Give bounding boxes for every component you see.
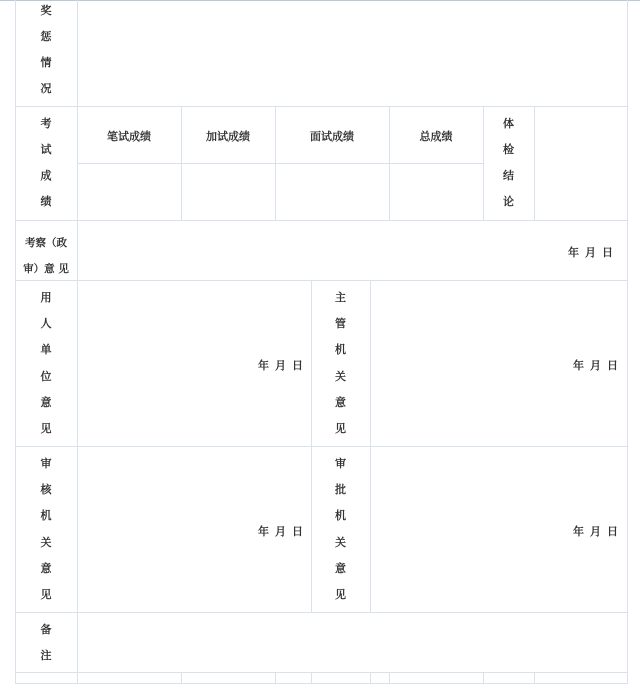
row-divider: [15, 280, 628, 281]
label-char: 见: [40, 587, 52, 601]
opinion-col-divider: [370, 280, 371, 612]
review-opinion-label: [15, 457, 77, 602]
label-char: 意: [335, 395, 346, 409]
supervisor-opinion-label: [311, 291, 370, 436]
row-divider: [15, 446, 628, 447]
label-char: 关: [335, 369, 346, 383]
interview-score-header: 面试成绩: [310, 130, 354, 143]
label-char: 人: [40, 317, 52, 331]
label-char: 惩: [40, 30, 52, 43]
extra-score-header: 加试成绩: [206, 130, 250, 143]
label-char: 见: [40, 421, 52, 435]
label-column-border: [77, 0, 78, 684]
date-year: 年: [573, 525, 584, 538]
score-col-divider: [181, 106, 182, 220]
table-right-border: [627, 0, 628, 684]
date-year: 年: [568, 246, 579, 259]
inspection-label-line2: 审）意 见: [23, 263, 69, 275]
label-char: 体: [503, 117, 514, 130]
stub-divider: [275, 672, 276, 684]
label-char: 关: [40, 535, 52, 549]
label-char: 机: [40, 509, 52, 523]
label-char: 绩: [40, 195, 52, 208]
label-char: 关: [335, 535, 346, 549]
stub-divider: [370, 672, 371, 684]
label-char: 见: [335, 587, 346, 601]
date-month: 月: [275, 525, 286, 538]
date-day: 日: [607, 359, 618, 372]
remarks-label: [15, 623, 77, 663]
label-char: 见: [335, 421, 346, 435]
label-char: 审: [40, 457, 52, 470]
approval-opinion-label: [311, 457, 370, 602]
row-divider: [15, 106, 628, 107]
label-char: 考: [40, 117, 52, 130]
label-char: 批: [335, 483, 346, 497]
date-day: 日: [292, 525, 303, 538]
label-char: 意: [40, 561, 52, 575]
date-day: 日: [292, 359, 303, 372]
label-char: 机: [335, 509, 346, 523]
score-row-divider: [77, 163, 484, 164]
row-divider: [15, 672, 628, 673]
label-char: 机: [335, 343, 346, 357]
label-char: 情: [40, 56, 52, 69]
scores-label: [15, 117, 77, 209]
label-char: 位: [40, 369, 52, 383]
written-score-header: 笔试成绩: [107, 130, 151, 143]
date-year: 年: [573, 359, 584, 372]
table-bottom-border: [15, 683, 628, 684]
row-divider: [15, 612, 628, 613]
supervisor-date: [573, 357, 618, 373]
date-month: 月: [275, 359, 286, 372]
label-char: 试: [40, 143, 52, 156]
employer-opinion-label: [15, 291, 77, 436]
label-char: 成: [40, 169, 52, 182]
date-month: 月: [590, 359, 601, 372]
stub-divider: [389, 672, 390, 684]
physical-exam-label: [483, 117, 534, 209]
label-char: 检: [503, 143, 514, 156]
label-char: 主: [335, 291, 346, 304]
date-day: 日: [607, 525, 618, 538]
stub-divider: [181, 672, 182, 684]
label-char: 注: [40, 649, 52, 662]
date-year: 年: [258, 525, 269, 538]
score-col-divider: [389, 106, 390, 220]
label-char: 意: [335, 561, 346, 575]
date-day: 日: [602, 246, 613, 259]
label-char: 结: [503, 169, 514, 182]
stub-divider: [483, 672, 484, 684]
date-month: 月: [590, 525, 601, 538]
label-char: 单: [40, 343, 52, 357]
employer-date: [258, 357, 303, 373]
label-char: 用: [40, 291, 52, 304]
label-char: 意: [40, 395, 52, 409]
approval-date: [573, 523, 618, 539]
total-score-header: 总成绩: [419, 130, 453, 143]
label-char: 况: [40, 82, 52, 95]
label-char: 论: [503, 195, 514, 208]
date-year: 年: [258, 359, 269, 372]
review-date: [258, 523, 303, 539]
awards-label: [15, 4, 77, 96]
date-month: 月: [585, 246, 596, 259]
stub-divider: [534, 672, 535, 684]
score-col-divider: [275, 106, 276, 220]
row-divider: [15, 220, 628, 221]
top-border: [0, 0, 640, 1]
label-char: 管: [335, 317, 346, 331]
label-char: 奖: [40, 4, 52, 17]
inspection-label-line1: 考察（政: [25, 237, 67, 249]
inspection-label: [15, 230, 77, 282]
inspection-date: [568, 244, 613, 260]
label-char: 审: [335, 457, 346, 470]
label-char: 核: [40, 483, 52, 497]
label-char: 备: [40, 623, 52, 636]
score-col-divider: [534, 106, 535, 220]
stub-divider: [311, 672, 312, 684]
